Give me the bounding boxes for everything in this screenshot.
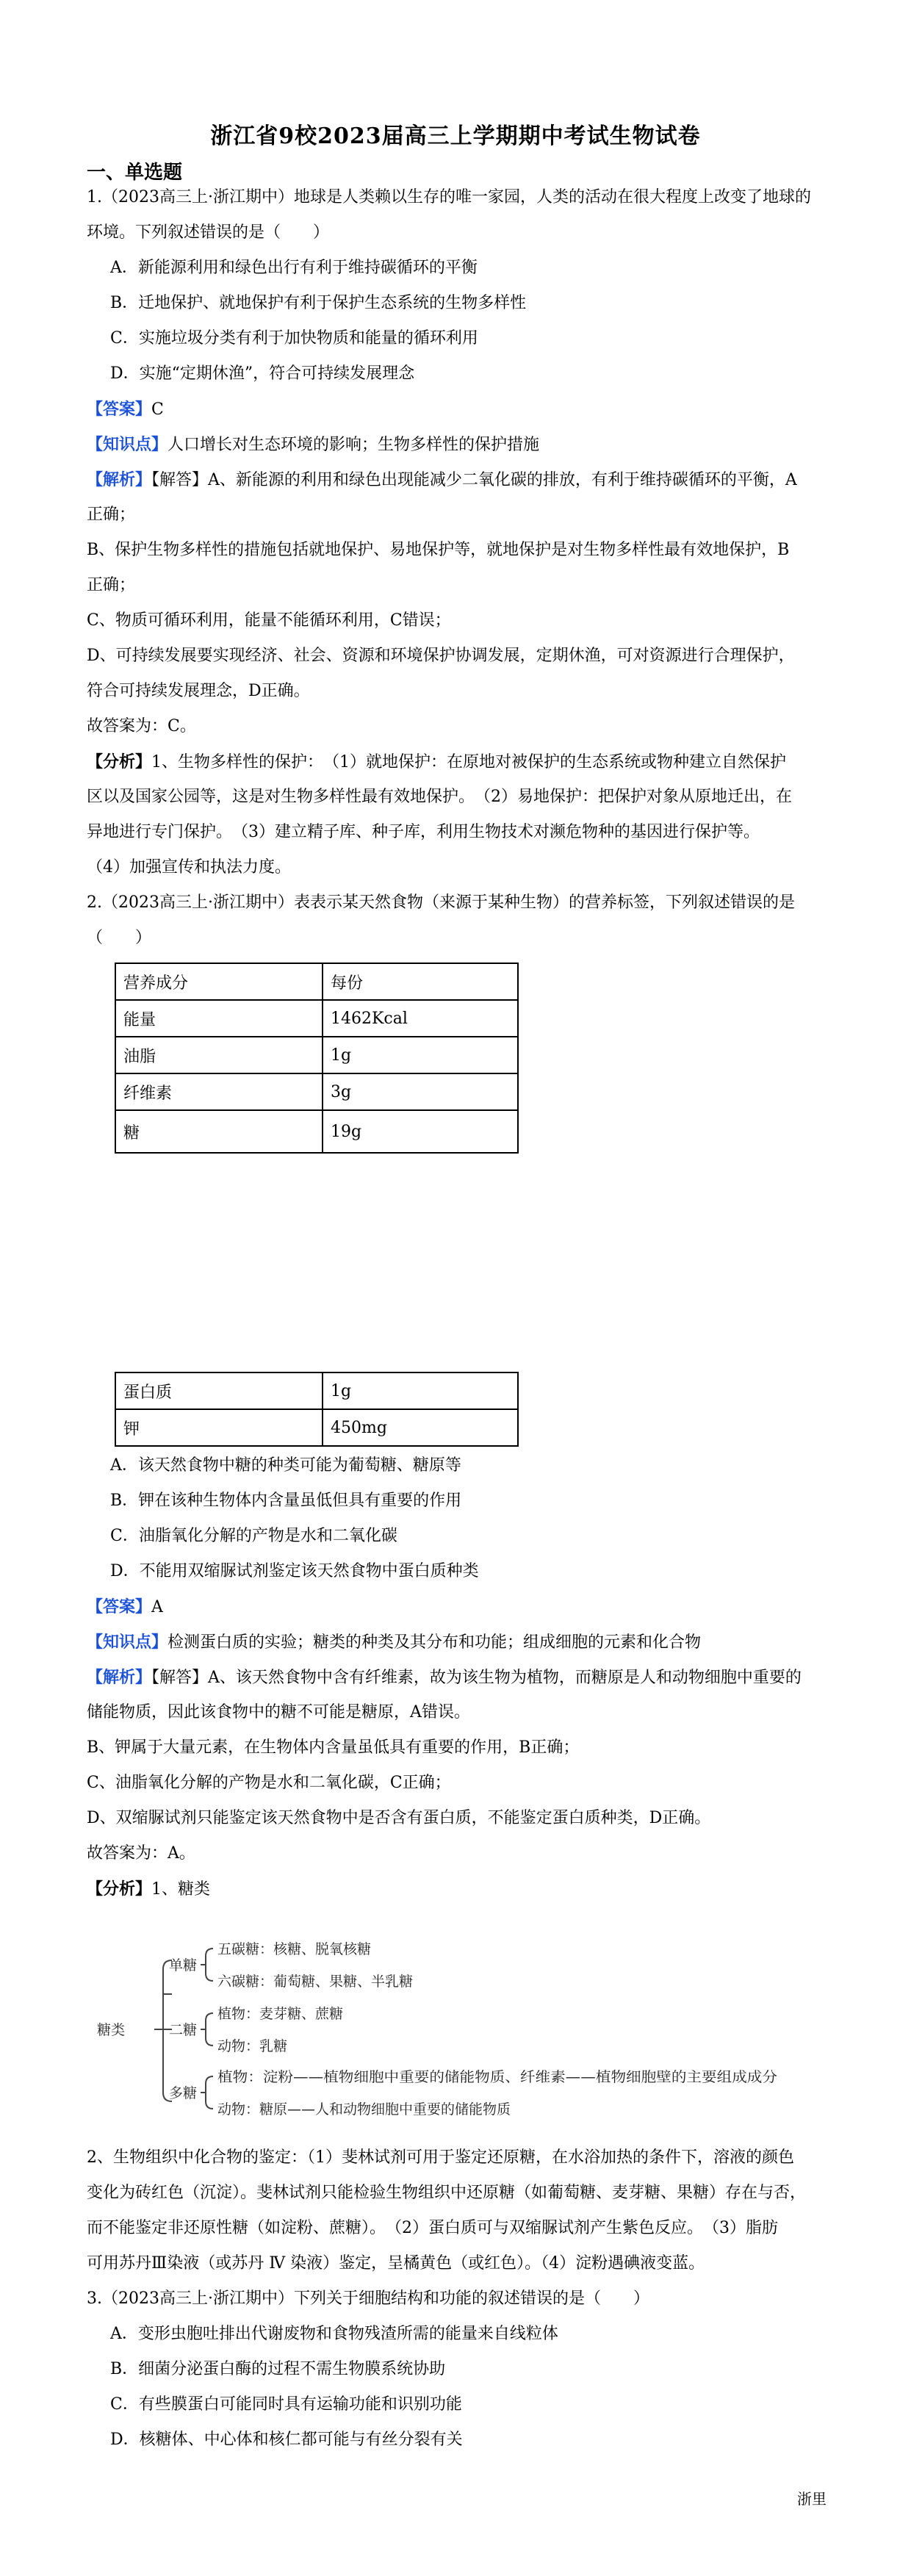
analysis-text: 1、生物多样性的保护： （1）就地保护：在原地对被保护的生态系统或物种建立自然保护 <box>151 753 787 771</box>
analysis-tag: 【分析】 <box>87 1879 152 1899</box>
diagram-item: 五碳糖：核糖、脱氧核糖 <box>217 1941 372 1957</box>
table-cell: 纤维素 <box>115 1073 323 1110</box>
q1-analysis-line-3: 异地进行专门保护。 （3）建立精子库、种子库，利用生物技术对濒危物种的基因进行保护等。 <box>87 823 760 841</box>
q2-explanation-line-4: C、油脂氧化分解的产物是水和二氧化碳，C正确； <box>87 1774 451 1792</box>
q3-option-a: A．变形虫胞吐排出代谢废物和食物残渣所需的能量来自线粒体 <box>110 2325 558 2343</box>
nutrition-table-top <box>115 963 519 1154</box>
knowledge-tag: 【知识点】 <box>87 435 168 454</box>
q2-analysis-2-line-4: 可用苏丹Ⅲ染液（或苏丹 Ⅳ 染液）鉴定，呈橘黄色（或红色）。（4）淀粉遇碘液变蓝。 <box>87 2254 705 2273</box>
table-cell: 3g <box>323 1073 518 1110</box>
knowledge-tag: 【知识点】 <box>87 1633 168 1652</box>
table-cell: 1462Kcal <box>323 1000 518 1037</box>
q1-knowledge-point <box>87 433 539 456</box>
q1-explanation-line-2: 正确； <box>87 506 136 524</box>
nutrition-table-bottom <box>115 1372 519 1447</box>
q2-knowledge-point <box>87 1631 701 1654</box>
q3-option-b: B．细菌分泌蛋白酶的过程不需生物膜系统协助 <box>110 2360 446 2378</box>
mono-bracket <box>206 1949 213 1981</box>
q2-option-d: D．不能用双缩脲试剂鉴定该天然食物中蛋白质种类 <box>110 1562 479 1580</box>
answer-tag: 【答案】 <box>87 400 152 419</box>
explanation-text: 【解答】A、新能源的利用和绿色出现能减少二氧化碳的排放，有利于维持碳循环的平衡，A <box>151 471 797 489</box>
q1-explanation-line-8: 故答案为：C。 <box>87 717 196 735</box>
q2-explanation-line-1 <box>87 1666 802 1689</box>
table-cell: 19g <box>323 1110 518 1153</box>
q1-option-b: B．迁地保护、就地保护有利于保护生态系统的生物多样性 <box>110 294 527 312</box>
diagram-group-label: 多糖 <box>169 2085 198 2101</box>
q2-option-a: A．该天然食物中糖的种类可能为葡萄糖、糖原等 <box>110 1456 461 1475</box>
poly-bracket <box>206 2076 213 2109</box>
explanation-text: 【解答】A、该天然食物中含有纤维素，故为该生物为植物，而糖原是人和动物细胞中重要的 <box>151 1669 802 1687</box>
q2-explanation-line-6: 故答案为：A。 <box>87 1844 195 1863</box>
q2-stem-line-2: （ ） <box>87 929 152 947</box>
q2-analysis-2-line-3: 而不能鉴定非还原性糖（如淀粉、蔗糖）。 （2）蛋白质可与双缩脲试剂产生紫色反应。 （3）脂肪 <box>87 2219 778 2237</box>
table-cell: 油脂 <box>115 1037 323 1073</box>
q1-answer <box>87 398 164 421</box>
section-heading: 一、单选题 <box>87 162 183 184</box>
diagram-item: 植物：麦芽糖、蔗糖 <box>217 2006 344 2022</box>
table-row <box>115 1409 518 1446</box>
diagram-item: 六碳糖：葡萄糖、果糖、半乳糖 <box>217 1974 414 1990</box>
q2-stem-line-1: 2.（2023高三上·浙江期中）表表示某天然食物（来源于某种生物）的营养标签，下列叙述错误的是 <box>87 893 795 912</box>
table-row <box>115 1037 518 1073</box>
page-title: 浙江省9校2023届高三上学期期中考试生物试卷 <box>210 123 701 149</box>
knowledge-text: 检测蛋白质的实验；糖类的种类及其分布和功能；组成细胞的元素和化合物 <box>168 1633 702 1652</box>
q3-stem: 3.（2023高三上·浙江期中）下列关于细胞结构和功能的叙述错误的是（ ） <box>87 2289 649 2308</box>
table-cell: 每份 <box>323 963 518 1000</box>
q1-option-d: D．实施“定期休渔”，符合可持续发展理念 <box>110 364 415 383</box>
table-row <box>115 963 518 1000</box>
table-cell: 糖 <box>115 1110 323 1153</box>
q3-option-c: C．有些膜蛋白可能同时具有运输功能和识别功能 <box>110 2395 462 2414</box>
di-bracket <box>206 2013 213 2046</box>
analysis-tag: 【分析】 <box>87 752 152 771</box>
q1-analysis-line-4: （4）加强宣传和执法力度。 <box>87 858 291 877</box>
diagram-item: 植物：淀粉——植物细胞中重要的储能物质、纤维素——植物细胞壁的主要组成成分 <box>217 2069 777 2085</box>
q1-explanation-line-5: C、物质可循环利用，能量不能循环利用，C错误； <box>87 611 451 630</box>
sugar-classification-diagram <box>96 1932 793 2138</box>
table-row <box>115 1110 518 1153</box>
table-cell: 蛋白质 <box>115 1372 323 1409</box>
table-row <box>115 1073 518 1110</box>
q1-stem-line-2: 环境。下列叙述错误的是（ ） <box>87 223 330 242</box>
table-row <box>115 1000 518 1037</box>
table-row <box>115 1372 518 1409</box>
diagram-root-label: 糖类 <box>97 2022 126 2038</box>
q1-stem-line-1: 1.（2023高三上·浙江期中）地球是人类赖以生存的唯一家园，人类的活动在很大程度上改变了地球的 <box>87 188 811 206</box>
diagram-item: 动物：糖原——人和动物细胞中重要的储能物质 <box>217 2101 511 2118</box>
q2-analysis-2-line-1: 2、生物组织中化合物的鉴定：（1）斐林试剂可用于鉴定还原糖，在水浴加热的条件下，溶液的颜色 <box>87 2148 794 2167</box>
q1-explanation-line-4: 正确； <box>87 576 136 594</box>
q2-option-c: C．油脂氧化分解的产物是水和二氧化碳 <box>110 1527 397 1545</box>
answer-value: C <box>151 400 164 419</box>
table-cell: 1g <box>323 1372 518 1409</box>
q2-analysis-2-line-2: 变化为砖红色（沉淀）。斐林试剂只能检验生物组织中还原糖（如葡萄糖、麦芽糖、果糖）存在与否， <box>87 2184 807 2202</box>
diagram-group-label: 二糖 <box>169 2022 198 2038</box>
q2-explanation-line-5: D、双缩脲试剂只能鉴定该天然食物中是否含有蛋白质，不能鉴定蛋白质种类，D正确。 <box>87 1809 711 1827</box>
table-cell: 450mg <box>323 1409 518 1446</box>
page-footer: 浙里 <box>797 2490 827 2508</box>
q1-option-a: A．新能源利用和绿色出行有利于维持碳循环的平衡 <box>110 259 478 277</box>
diagram-group-label: 单糖 <box>169 1957 198 1974</box>
explanation-tag: 【解析】 <box>87 1668 152 1687</box>
q1-analysis-line-2: 区以及国家公园等，这是对生物多样性最有效地保护。 （2）易地保护：把保护对象从原地迁出，在 <box>87 788 793 806</box>
q2-option-b: B．钾在该种生物体内含量虽低但具有重要的作用 <box>110 1492 462 1510</box>
diagram-item: 动物：乳糖 <box>217 2038 288 2054</box>
knowledge-text: 人口增长对生态环境的影响；生物多样性的保护措施 <box>168 436 540 454</box>
table-cell: 1g <box>323 1037 518 1073</box>
explanation-tag: 【解析】 <box>87 470 152 489</box>
table-cell: 营养成分 <box>115 963 323 1000</box>
table-cell: 能量 <box>115 1000 323 1037</box>
analysis-text: 1、糖类 <box>151 1880 211 1899</box>
table-cell: 钾 <box>115 1409 323 1446</box>
q1-option-c: C．实施垃圾分类有利于加快物质和能量的循环利用 <box>110 329 478 348</box>
answer-tag: 【答案】 <box>87 1597 152 1616</box>
q2-analysis-line-1 <box>87 1878 210 1901</box>
q1-explanation-line-1 <box>87 469 797 492</box>
q2-explanation-line-2: 储能物质，因此该食物中的糖不可能是糖原，A错误。 <box>87 1703 470 1721</box>
q1-explanation-line-7: 符合可持续发展理念，D正确。 <box>87 682 310 700</box>
q2-answer <box>87 1596 163 1619</box>
q1-explanation-line-6: D、可持续发展要实现经济、社会、资源和环境保护协调发展，定期休渔，可对资源进行合理保护， <box>87 647 795 665</box>
q1-explanation-line-3: B、保护生物多样性的措施包括就地保护、易地保护等，就地保护是对生物多样性最有效地保护，B <box>87 541 790 559</box>
answer-value: A <box>151 1598 163 1616</box>
q1-analysis-line-1 <box>87 751 786 774</box>
q3-option-d: D．核糖体、中心体和核仁都可能与有丝分裂有关 <box>110 2431 463 2449</box>
q2-explanation-line-3: B、钾属于大量元素，在生物体内含量虽低具有重要的作用，B正确； <box>87 1738 580 1757</box>
